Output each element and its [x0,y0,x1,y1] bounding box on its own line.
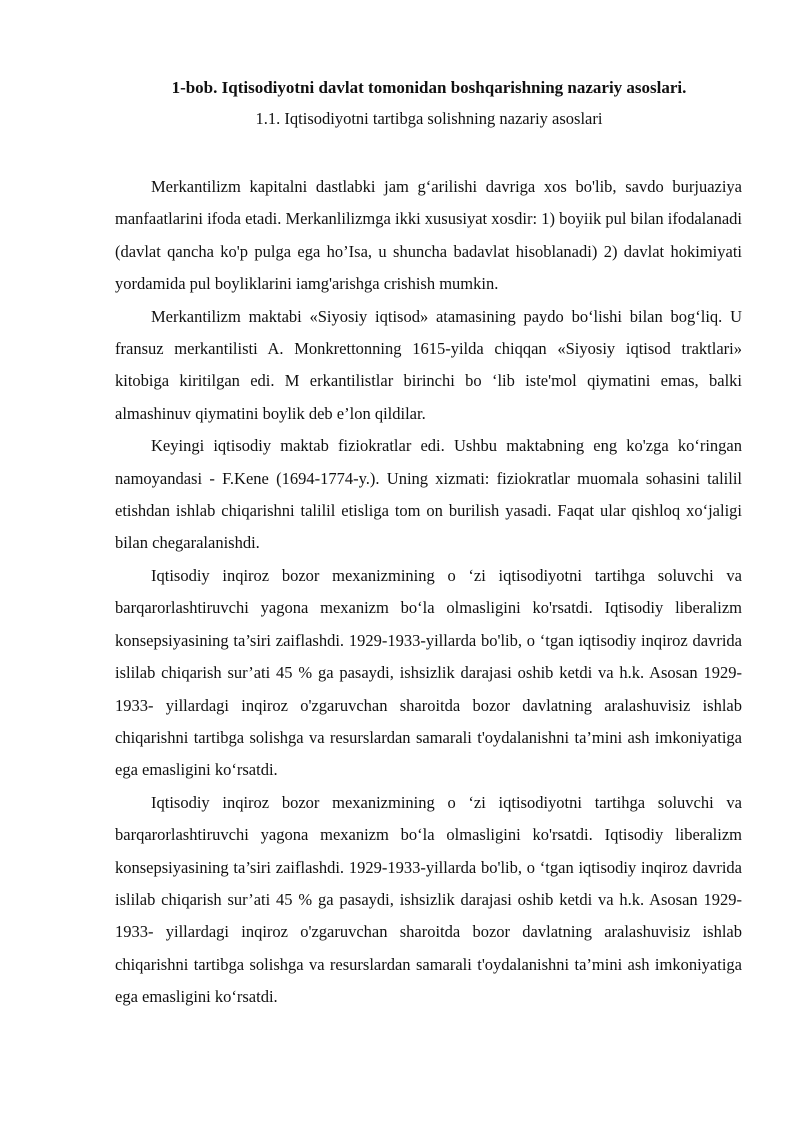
paragraph: Iqtisodiy inqiroz bozor mexanizmining o ‘zi iqtisodiyotni tartihga soluvchi va barqarorlashtiruvchi yagona mexanizm bo‘la olmasligini ko'rsatdi. Iqtisodiy liberalizm konsepsiyasining ta’siri zaiflashdi. 1929-1933-yillarda bo'lib, o ‘tgan iqtisodiy inqiroz davrida islilab chiqarish sur’ati 45 % ga pasaydi, ishsizlik darajasi oshib ketdi va h.k. Asosan 1929-1933- yillardagi inqiroz o'zgaruvchan sharoitda bozor davlatning aralashuvisiz ishlab chiqarishni tartibga solishga va resurslardan samarali t'oydalanishni ta’mini ash imkoniyatiga ega emasligini ko‘rsatdi. [115,792,742,1007]
paragraph: Keyingi iqtisodiy maktab fiziokratlar edi. Ushbu maktabning eng ko'zga ko‘ringan namoyandasi - F.Kene (1694-1774-y.). Uning xizmati: fiziokratlar muomala sohasini talilil etishdan ishlab chiqarishni talilil etisliga tom on burilish yasadi. Faqat ular qishloq xo‘jaligi bilan chegaralanishdi. [115,436,742,553]
paragraph: Merkantilizm maktabi «Siyosiy iqtisod» atamasining paydo bo‘lishi bilan bog‘liq. U fransuz merkantilisti A. Monkrettonning 1615-yilda chiqqan «Siyosiy iqtisod traktlari» kitobiga kiritilgan edi. M erkantilistlar birinchi bo ‘lib iste'mol qiymatini emas, balki almashinuv qiymatini boylik deb e’lon qildilar. [115,306,742,423]
paragraph: Iqtisodiy inqiroz bozor mexanizmining o ‘zi iqtisodiyotni tartihga soluvchi va barqarorlashtiruvchi yagona mexanizm bo‘la olmasligini ko'rsatdi. Iqtisodiy liberalizm konsepsiyasining ta’siri zaiflashdi. 1929-1933-yillarda bo'lib, o ‘tgan iqtisodiy inqiroz davrida islilab chiqarish sur’ati 45 % ga pasaydi, ishsizlik darajasi oshib ketdi va h.k. Asosan 1929-1933- yillardagi inqiroz o'zgaruvchan sharoitda bozor davlatning aralashuvisiz ishlab chiqarishni tartibga solishga va resurslardan samarali t'oydalanishni ta’mini ash imkoniyatiga ega emasligini ko‘rsatdi. [115,565,742,780]
chapter-title: 1-bob. Iqtisodiyotni davlat tomonidan boshqarishning nazariy asoslari. [171,78,687,97]
body-text [115,171,742,1014]
section-title: 1.1. Iqtisodiyotni tartibga solishning nazariy asoslari [255,109,603,128]
paragraph: Merkantilizm kapitalni dastlabki jam g‘arilishi davriga xos bo'lib, savdo burjuaziya manfaatlarini ifoda etadi. Merkanlilizmga ikki xususiyat xosdir: 1) boyiik pul bilan ifodalanadi (davlat qancha ko'p pulga ega ho’Isa, u shuncha badavlat hisoblanadi) 2) davlat hokimiyati yordamida pul boyliklarini iamg'arishga crishish mumkin. [115,177,742,294]
